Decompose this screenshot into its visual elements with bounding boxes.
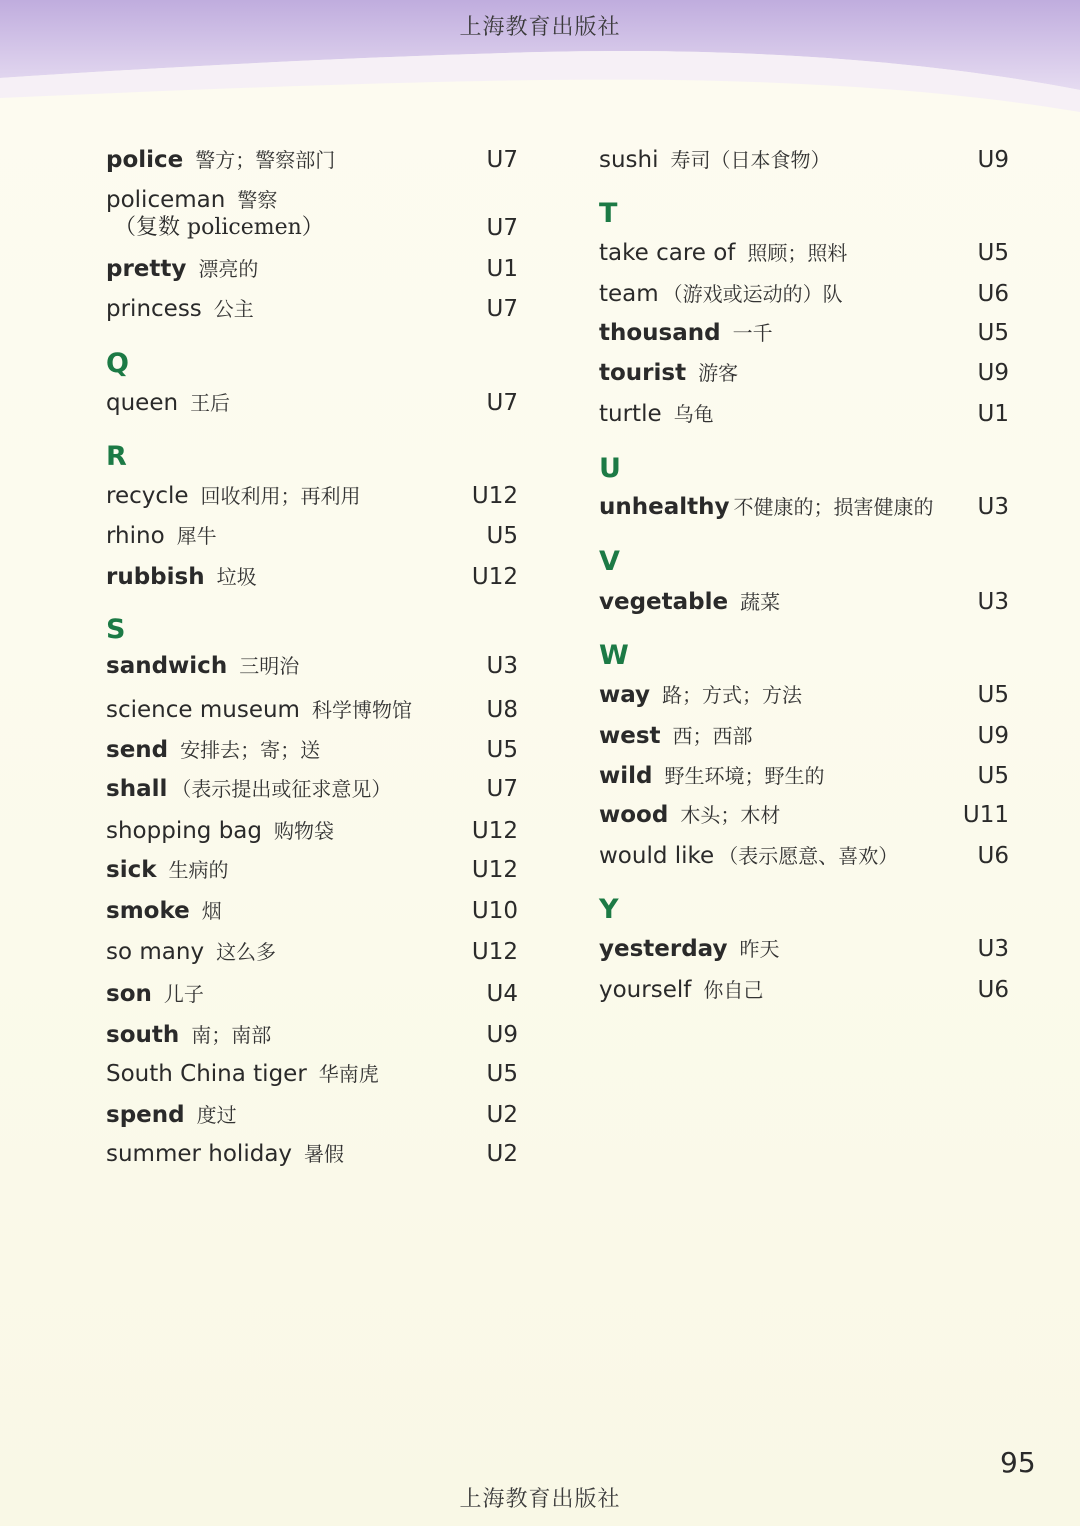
entry-meaning: 安排去；寄；送: [180, 738, 321, 762]
entry-meaning: 野生环境；野生的: [664, 764, 825, 788]
vocab-entry: [106, 295, 518, 323]
entry-word: send: [106, 737, 169, 763]
entry-word: science museum: [106, 697, 300, 723]
entry-word: son: [106, 981, 152, 1007]
vocab-entry: [599, 280, 1009, 308]
entry-meaning: 王后: [190, 391, 231, 415]
entry-word: way: [599, 682, 651, 708]
section-letter: V: [599, 546, 620, 577]
entry-word: smoke: [106, 898, 190, 924]
entry-unit: U11: [962, 802, 1009, 828]
entry-unit: U4: [486, 981, 518, 1007]
entry-word: rubbish: [106, 564, 205, 590]
entry-unit: U2: [486, 1102, 518, 1128]
entry-unit: U5: [486, 1061, 518, 1087]
entry-unit: U5: [977, 763, 1009, 789]
entry-meaning: 回收利用；再利用: [200, 484, 361, 508]
entry-meaning: 公主: [213, 297, 254, 321]
entry-word: police: [106, 147, 184, 173]
entry-meaning: 路；方式；方法: [662, 683, 803, 707]
entry-word: tourist: [599, 360, 687, 386]
vocab-entry: [106, 255, 518, 283]
entry-meaning: 昨天: [739, 937, 780, 961]
entry-unit: U9: [977, 360, 1009, 386]
entry-word: west: [599, 723, 661, 749]
entry-unit: U2: [486, 1141, 518, 1167]
entry-unit: U1: [486, 256, 518, 282]
entry-meaning: 不健康的；损害健康的: [733, 495, 934, 519]
entry-unit: U6: [977, 843, 1009, 869]
section-letter: S: [106, 614, 126, 645]
entry-word: take care of: [599, 240, 736, 266]
entry-word: shall: [106, 776, 168, 802]
entry-meaning: 游客: [698, 361, 739, 385]
entry-unit: U12: [471, 857, 518, 883]
vocab-entry: [599, 359, 1009, 387]
entry-meaning: 警方；警察部门: [195, 148, 336, 172]
vocab-entry: [106, 1101, 518, 1129]
entry-word: policeman: [106, 187, 226, 213]
entry-word: vegetable: [599, 589, 729, 615]
entry-word: wood: [599, 802, 669, 828]
entry-unit: U6: [977, 977, 1009, 1003]
vocab-entry: [106, 146, 518, 174]
vocab-entry: [599, 722, 1009, 750]
entry-meaning: 一千: [732, 321, 773, 345]
entry-word: yesterday: [599, 936, 728, 962]
entry-meaning: 西；西部: [672, 724, 753, 748]
entry-word: princess: [106, 296, 202, 322]
entry-meaning: 生病的: [168, 858, 229, 882]
vocab-entry: [599, 493, 1009, 521]
entry-meaning: 这么多: [216, 940, 277, 964]
entry-unit: U9: [977, 723, 1009, 749]
entry-unit: U9: [977, 147, 1009, 173]
section-letter: R: [106, 441, 127, 472]
entry-unit: U3: [977, 494, 1009, 520]
vocab-entry: [106, 736, 518, 764]
entry-meaning: 犀牛: [176, 524, 217, 548]
entry-unit: U3: [977, 589, 1009, 615]
section-letter: W: [599, 640, 629, 671]
entry-word: South China tiger: [106, 1061, 307, 1087]
entry-word: thousand: [599, 320, 721, 346]
entry-plural-note: （复数 policemen）: [114, 215, 324, 240]
entry-meaning: （表示提出或征求意见）: [171, 777, 392, 801]
entry-meaning: 三明治: [239, 654, 300, 678]
entry-unit: U8: [486, 697, 518, 723]
vocab-entry: [106, 696, 518, 724]
entry-unit: U12: [471, 939, 518, 965]
vocab-entry: [599, 239, 1009, 267]
entry-meaning: 垃圾: [216, 565, 257, 589]
entry-unit: U7: [486, 296, 518, 322]
entry-meaning: 南；南部: [191, 1023, 272, 1047]
vocab-entry: [106, 1060, 518, 1088]
entry-meaning: 科学博物馆: [311, 698, 412, 722]
entry-meaning: 你自己: [703, 978, 764, 1002]
vocab-entry: [599, 762, 1009, 790]
entry-meaning: 蔬菜: [740, 590, 781, 614]
entry-meaning: 烟: [201, 899, 222, 923]
entry-meaning: 暑假: [304, 1142, 345, 1166]
entry-unit: U7: [486, 390, 518, 416]
entry-word: pretty: [106, 256, 187, 282]
entry-unit: U5: [977, 320, 1009, 346]
entry-unit: U3: [486, 653, 518, 679]
entry-word: recycle: [106, 483, 189, 509]
entry-word: sandwich: [106, 653, 228, 679]
entry-word: team: [599, 281, 659, 307]
entry-unit: U7: [486, 147, 518, 173]
entry-meaning: 照顾；照料: [747, 241, 848, 265]
vocab-entry: [106, 522, 518, 550]
entry-word: yourself: [599, 977, 692, 1003]
vocab-entry: [599, 935, 1009, 963]
vocab-entry: [106, 980, 518, 1008]
entry-unit: U12: [471, 483, 518, 509]
entry-word: turtle: [599, 401, 662, 427]
entry-unit: U1: [977, 401, 1009, 427]
vocab-entry: [106, 389, 518, 417]
entry-meaning: 警察: [237, 188, 278, 212]
vocab-entry: [599, 842, 1009, 870]
entry-unit: U7: [486, 776, 518, 802]
entry-word: sick: [106, 857, 157, 883]
entry-word: rhino: [106, 523, 165, 549]
entry-word: would like: [599, 843, 715, 869]
vocab-entry: [106, 1021, 518, 1049]
vocab-entry: [106, 482, 518, 510]
vocab-entry: [106, 897, 518, 925]
entry-unit: U7: [486, 215, 518, 241]
vocab-entry: [599, 400, 1009, 428]
entry-word: summer holiday: [106, 1141, 293, 1167]
entry-word: shopping bag: [106, 818, 263, 844]
entry-word: so many: [106, 939, 205, 965]
entry-unit: U5: [486, 737, 518, 763]
entry-word: queen: [106, 390, 179, 416]
vocab-entry: [106, 1140, 518, 1168]
publisher-footer: 上海教育出版社: [459, 1487, 621, 1512]
vocab-entry: [106, 938, 518, 966]
entry-meaning: （表示愿意、喜欢）: [718, 844, 899, 868]
page-number: 95: [1000, 1446, 1036, 1479]
entry-unit: U5: [977, 240, 1009, 266]
vocab-entry: [599, 681, 1009, 709]
vocab-entry: [106, 652, 518, 680]
entry-meaning: 乌龟: [673, 402, 714, 426]
vocab-entry: [599, 976, 1009, 1004]
entry-unit: U12: [471, 818, 518, 844]
entry-unit: U10: [471, 898, 518, 924]
right-column: [599, 0, 1009, 1526]
left-column: [106, 0, 518, 1526]
entry-unit: U6: [977, 281, 1009, 307]
entry-unit: U5: [977, 682, 1009, 708]
section-letter: T: [599, 198, 618, 229]
vocab-entry: [106, 186, 518, 242]
vocab-entry: [599, 146, 1009, 174]
entry-word: sushi: [599, 147, 659, 173]
vocab-entry: [599, 588, 1009, 616]
entry-meaning: 度过: [196, 1103, 237, 1127]
vocab-entry: [106, 775, 518, 803]
vocab-entry: [106, 563, 518, 591]
entry-word: south: [106, 1022, 180, 1048]
entry-meaning: 购物袋: [274, 819, 335, 843]
entry-unit: U9: [486, 1022, 518, 1048]
entry-meaning: 漂亮的: [198, 257, 259, 281]
entry-word: unhealthy: [599, 494, 730, 520]
vocab-entry: [106, 817, 518, 845]
entry-meaning: 儿子: [163, 982, 204, 1006]
vocab-entry: [599, 801, 1009, 829]
section-letter: Y: [599, 894, 619, 925]
section-letter: Q: [106, 348, 129, 379]
entry-word: spend: [106, 1102, 185, 1128]
vocab-entry: [599, 319, 1009, 347]
entry-word: wild: [599, 763, 653, 789]
entry-meaning: 华南虎: [318, 1062, 379, 1086]
publisher-header: 上海教育出版社: [459, 15, 621, 40]
entry-meaning: （游戏或运动的）队: [662, 282, 843, 306]
entry-meaning: 寿司（日本食物）: [670, 148, 831, 172]
section-letter: U: [599, 453, 621, 484]
entry-unit: U3: [977, 936, 1009, 962]
vocab-entry: [106, 856, 518, 884]
entry-unit: U12: [471, 564, 518, 590]
entry-unit: U5: [486, 523, 518, 549]
entry-meaning: 木头；木材: [680, 803, 781, 827]
